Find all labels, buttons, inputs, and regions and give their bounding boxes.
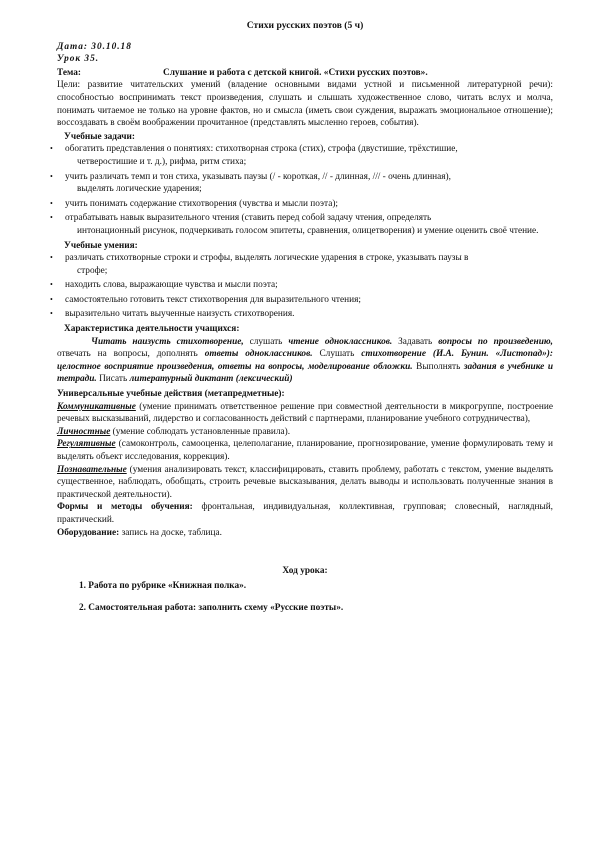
list-item: • находить слова, выражающие чувства и мысли поэта; [57,279,553,292]
topic-value: Слушание и работа с детской книгой. «Стихи русских поэтов». [163,67,428,78]
uud-personal: Личностные (умение соблюдать установленные правила). [57,426,291,437]
lesson-step-2: 2. Самостоятельная работа: заполнить схему «Русские поэты». [79,603,344,614]
uud-communicative: Коммуникативные (умение принимать ответственное решение при совместной деятельности в микрогруппе, построение речевых высказываний, лидерство и согласованность действий с партнерами, планирование учебного сотрудничества), [57,401,553,425]
document-page [57,20,553,615]
lesson-step-1: 1. Работа по рубрике «Книжная полка». [79,580,247,591]
list-item: • выразительно читать выученные наизусть стихотворения. [57,308,553,321]
list-item: • самостоятельно готовить текст стихотворения для выразительного чтения; [57,294,553,307]
lesson-number: Урок 35. [57,54,100,65]
list-item: • учить различать темп и тон стиха, указывать паузы (/ - короткая, // - длинная, /// - очень длинная), выделять логические ударения; [57,171,553,196]
activity-paragraph: Читать наизусть стихотворение, слушать чтение одноклассников. Задавать вопросы по произведению, отвечать на вопросы, дополнять ответы одноклассников. Слушать стихотворение (И.А. Бунин. «Листопад»): целостное восприятие произведения, ответы на вопросы, моделирование обложки. Выполнять задания в учебнике и тетради. Писать литературный диктант (лексический) [57,336,553,385]
list-item: • обогатить представления о понятиях: стихотворная строка (стих), строфа (двустишие, трёхстишие, четверостишие и т. д.), рифма, ритм стиха; [57,143,553,168]
course-heading: Ход урока: [282,566,328,577]
uud-regulatory: Регулятивные (самоконтроль, самооценка, целеполагание, планирование, прогнозирование, умение формулировать тему и выделять объект исследования, коррекция). [57,439,553,462]
topic-label: Тема: [57,67,81,78]
equipment-paragraph: Оборудование: запись на доске, таблица. [57,527,222,538]
document-title: Стихи русских поэтов (5 ч) [246,20,364,31]
uud-heading: Универсальные учебные действия (метапредметные): [57,389,285,400]
skills-list [57,252,553,321]
list-item: • отрабатывать навык выразительного чтения (ставить перед собой задачу чтения, определять интонационный рисунок, подчеркивать голосом эпитеты, сравнения, олицетворения) и умение оценить своё чтение. [57,212,553,237]
goals-paragraph: Цели: развитие читательских умений (владение основными видами устной и письменной литературной речи): способностью воспринимать текст произведения, слушать и слышать художественное слово, читать вслух и молча, понимать читаемое не только на уровне фактов, но и смысла (иметь свои суждения, выражать эмоциональное отношение); воссоздавать в своём воображении прочитанное (представлять мысленно героев, события). [57,80,553,129]
tasks-list [57,143,553,237]
tasks-heading: Учебные задачи: [64,131,135,142]
activity-heading: Характеристика деятельности учащихся: [64,324,240,335]
forms-paragraph: Формы и методы обучения: фронтальная, индивидуальная, коллективная, групповая; словесный, наглядный, практический. [57,502,553,525]
list-item: • различать стихотворные строки и строфы, выделять логические ударения в строке, указывать паузы в строфе; [57,252,553,277]
list-item: • учить понимать содержание стихотворения (чувства и мысли поэта); [57,198,553,211]
topic-row [57,67,553,80]
skills-heading: Учебные умения: [64,240,138,251]
uud-cognitive: Познавательные (умения анализировать текст, классифицировать, ставить проблему, работать с текстом, умение выделять существенное, наблюдать, обобщать, строить речевые высказывания, делать выводы и использовать полученные знания в практической деятельности). [57,464,553,500]
lesson-date: Дата: 30.10.18 [57,41,132,52]
